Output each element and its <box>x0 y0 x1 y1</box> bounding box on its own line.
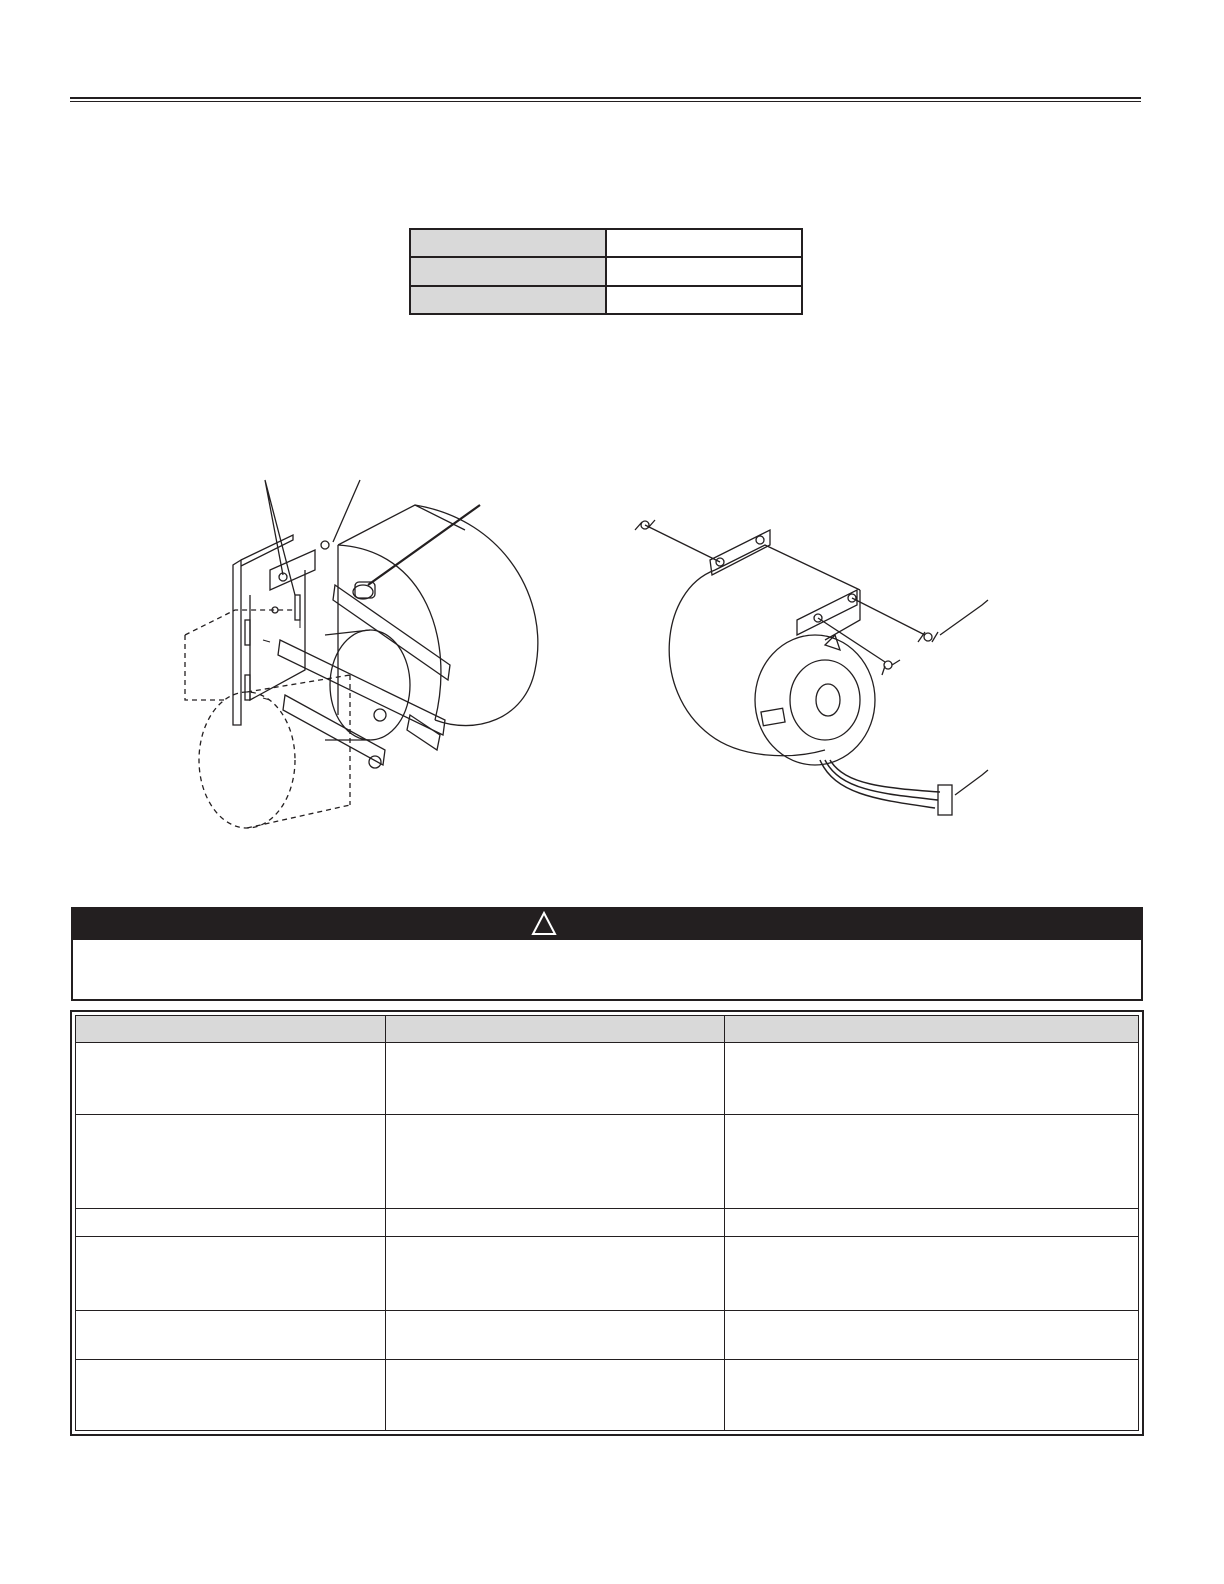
spec-value <box>606 286 802 314</box>
column-header <box>386 1016 725 1043</box>
table-cell <box>725 1311 1139 1360</box>
blower-mounting-exploded-diagram <box>175 470 545 830</box>
warning-triangle-icon <box>531 911 557 937</box>
blower-assembly-with-wing-nuts-diagram <box>620 490 1000 835</box>
header-rule-top <box>70 97 1141 99</box>
table-cell <box>725 1115 1139 1209</box>
troubleshooting-table <box>70 1010 1144 1436</box>
table-cell <box>76 1237 386 1311</box>
table-cell <box>76 1311 386 1360</box>
spec-label <box>410 229 606 257</box>
table-row <box>76 1115 1139 1209</box>
spec-row <box>410 257 802 285</box>
table-row <box>76 1360 1139 1431</box>
table-row <box>76 1311 1139 1360</box>
table-cell <box>725 1360 1139 1431</box>
table-cell <box>386 1311 725 1360</box>
warning-box <box>71 907 1143 1001</box>
spec-value <box>606 229 802 257</box>
table-cell <box>386 1237 725 1311</box>
table-cell <box>386 1209 725 1237</box>
table-cell <box>725 1237 1139 1311</box>
table-row <box>76 1237 1139 1311</box>
column-header <box>76 1016 386 1043</box>
table-header-row <box>76 1016 1139 1043</box>
column-header <box>725 1016 1139 1043</box>
warning-header <box>73 909 1141 940</box>
table-cell <box>76 1360 386 1431</box>
spec-table <box>409 228 803 315</box>
spec-label <box>410 286 606 314</box>
wing-nut-icon <box>882 660 900 675</box>
spec-label <box>410 257 606 285</box>
table-cell <box>386 1115 725 1209</box>
table-cell <box>386 1360 725 1431</box>
table-row <box>76 1043 1139 1115</box>
table-cell <box>386 1043 725 1115</box>
table-row <box>76 1209 1139 1237</box>
spec-row <box>410 286 802 314</box>
spec-row <box>410 229 802 257</box>
table-cell <box>76 1043 386 1115</box>
table-cell <box>76 1115 386 1209</box>
table-cell <box>725 1043 1139 1115</box>
table-cell <box>725 1209 1139 1237</box>
header-rule-bottom <box>70 101 1141 102</box>
spec-value <box>606 257 802 285</box>
table-cell <box>76 1209 386 1237</box>
